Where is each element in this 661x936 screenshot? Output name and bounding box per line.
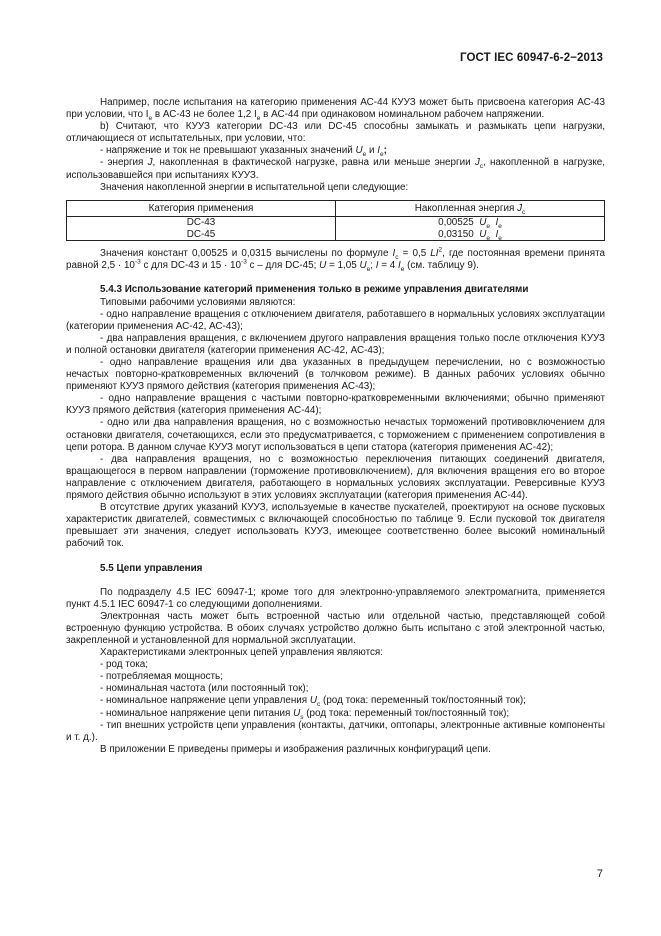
table-header-row — [67, 200, 605, 217]
table-row — [67, 229, 605, 241]
paragraph: Типовыми рабочими условиями являются: — [100, 296, 296, 308]
table-cell-energy: 0,00525 $U_е$ $I_е$ — [336, 217, 605, 229]
energy-table — [66, 200, 605, 242]
table-cell-category: DC-43 — [67, 217, 336, 229]
paragraph-example: Например, после испытания на категорию применения АС-44 КУУЗ может быть присвоена категория АС-43 при условии, что $I_е$ в АС-43 не более 1,2 $I_е$ в АС-44 при одинаковом номинальном рабочем напряжении. — [66, 97, 605, 123]
list-item: - одно направление вращения или два указанных в предыдущем перечислении, но с возможностью нечастых повторно-кратковременных включений (в толчковом режиме). В данных рабочих условиях обычно применяют КУУЗ прямого действия (категория применения АС-43); — [66, 357, 605, 393]
page-number: 7 — [596, 868, 603, 880]
list-item: - потребляемая мощность; — [100, 671, 223, 683]
paragraph: В приложении Е приведены примеры и изображения различных конфигураций цепи. — [100, 743, 491, 755]
document-header: ГОСТ IEC 60947-6-2−2013 — [460, 52, 603, 64]
list-item: - одно направление вращения с отключением двигателя, работавшего в нормальных условиях эксплуатации (категории применения АС-42, АС-43); — [66, 308, 605, 332]
column-header-category: Категория применения — [67, 200, 336, 217]
column-header-energy: Накопленная энергия $J_c$ — [336, 200, 605, 217]
paragraph: По подразделу 4.5 IEC 60947-1; кроме того для электронно-управляемого электромагнита, применяется пункт 4.5.1 IEC 60947-1 со следующими дополнениями. — [66, 586, 605, 610]
list-item: - род тока; — [100, 659, 148, 671]
list-item: - номинальное напряжение цепи питания $U_s$ (род тока: переменный ток/постоянный ток); — [100, 707, 510, 721]
section-heading-5-5: 5.5 Цепи управления — [100, 562, 203, 574]
list-item-voltage-current: - напряжение и ток не превышают указанных значений $U_е$ и $I_е$; — [100, 145, 387, 159]
section-heading-5-4-3: 5.4.3 Использование категорий применения только в режиме управления двигателями — [100, 284, 529, 296]
list-item-energy: - энергия J, накопленная в фактической нагрузке, равна или меньше энергии $J_c$, накопленной в нагрузке, использовавшейся при испытаниях КУУЗ. — [66, 157, 606, 181]
formula-note: Значения констант 0,00525 и 0,0315 вычислены по формуле $I_c = 0,5$ $LI^2$, где постоянная времени принята равной $2,5 \cdot 10^{-3}$ с для DC-43 и $15 \cdot 10^{-3}$ с – для DC-45; U = 1,05 $U_е$; I = 4 $I_е$ (см. таблицу 9). — [66, 246, 605, 274]
paragraph: Электронная часть может быть встроенной частью или отдельной частью, представляющей собой встроенную функцию устройства. В обоих случаях устройство должно быть испытано с этой электронной частью, закрепленной и установленной для нормальной эксплуатации. — [66, 610, 605, 646]
spacer — [66, 575, 605, 587]
list-item: - номинальное напряжение цепи управления $U_c$ (род тока: переменный ток/постоянный ток); — [100, 695, 526, 709]
paragraph: Характеристиками электронных цепей управления являются: — [100, 647, 384, 659]
list-item: - одно или два направления вращения, но с возможностью нечастых торможений противовключением для остановки двигателя, сочетающихся, если это предусматривается, с торможением с применением сопротивления в цепи ротора. В данном случае КУУЗ могут использоваться в цепи статора (категория применения АС-42); — [66, 417, 605, 453]
list-item: - тип внешних устройств цепи управления (контакты, датчики, оптопары, электронные активные компоненты и т. д.). — [66, 719, 605, 743]
paragraph: В отсутствие других указаний КУУЗ, используемые в качестве пускателей, проектируют на основе пусковых характеристик двигателей, совместимых с включающей способностью по таблице 9. Если пусковой ток двигателя превышает эти значения, следует использовать КУУЗ, имеющее соответственно более высокий номинальный рабочий ток. — [66, 502, 605, 550]
table-intro: Значения накопленной энергии в испытательной цепи следующие: — [100, 181, 409, 193]
table-row — [67, 217, 605, 229]
list-item: - одно направление вращения с частыми повторно-кратковременными включениями; обычно применяют КУУЗ прямого действия (категория применения АС-44); — [66, 393, 605, 417]
list-item: - два направления вращения, но с возможностью переключения питающих соединений двигателя, вращающегося в первом направлении (торможение противовключением), для включения вращения его во второе направление с отключением двигателя, работающего в нормальных условиях эксплуатации. Реверсивные КУУЗ прямого действия обычно используют в этих условиях эксплуатации (категория применения АС-44). — [66, 453, 605, 502]
page-content — [66, 97, 605, 756]
spacer — [66, 272, 605, 284]
spacer — [66, 551, 605, 563]
table-cell-category: DC-45 — [67, 229, 336, 241]
table-cell-energy: 0,03150 $U_е$ $I_е$ — [336, 229, 605, 241]
list-item: - два направления вращения, с включением другого направления вращения только после отключения КУУЗ и полной остановки двигателя (категории применения АС-42, АС-43); — [66, 332, 605, 356]
list-item: - номинальная частота (или постоянный ток); — [100, 683, 309, 695]
paragraph-b: b) Считают, что КУУЗ категории DC-43 или DC-45 способны замыкать и размыкать цепи нагрузки, отличающиеся от испытательных, при условии, что: — [66, 121, 605, 145]
